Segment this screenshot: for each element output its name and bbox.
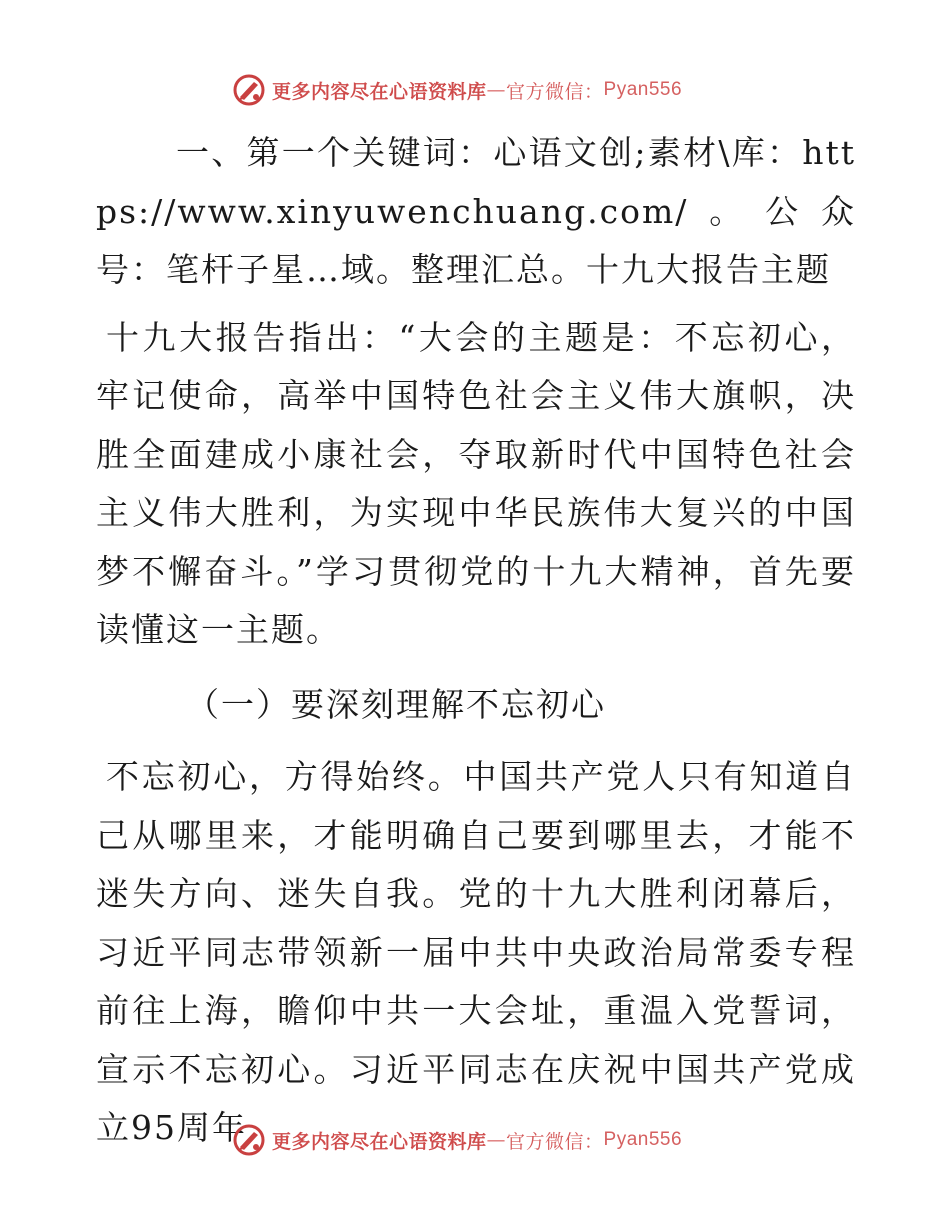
footer-watermark-banner	[232, 1120, 682, 1160]
banner-separator: —	[486, 1129, 507, 1151]
paragraph-theme: 十九大报告指出：“大会的主题是：不忘初心，牢记使命，高举中国特色社会主义伟大旗帜，决胜全面建成小康社会，夺取新时代中国特色社会主义伟大胜利，为实现中华民族伟大复兴的中国梦不懈奋斗。”学习贯彻党的十九大精神，首先要读懂这一主题。	[96, 317, 856, 649]
paragraph-original-aspiration: 不忘初心，方得始终。中国共产党人只有知道自己从哪里来，才能明确自己要到哪里去，才能不迷失方向、迷失自我。党的十九大胜利闭幕后，习近平同志带领新一届中共中央政治局常委专程前往上海，瞻仰中共一大会址，重温入党誓词，宣示不忘初心。习近平同志在庆祝中国共产党成立95周年	[96, 757, 856, 1147]
banner-wechat-id: Pyan556	[603, 1129, 683, 1150]
banner-wechat-id: Pyan556	[603, 79, 683, 100]
banner-main-text: 更多内容尽在心语资料库	[272, 1130, 487, 1153]
banner-wechat-label: 官方微信：	[506, 80, 604, 103]
document-body	[96, 124, 856, 1158]
banner-main-text: 更多内容尽在心语资料库	[272, 80, 487, 103]
subsection-heading: （一）要深刻理解不忘初心	[186, 684, 606, 724]
header-watermark-banner	[232, 70, 682, 110]
brush-seal-icon	[232, 73, 266, 107]
banner-separator: —	[486, 79, 507, 101]
section-heading: 一、第一个关键词：心语文创;素材\库：https://www.xinyuwenchuang.com/。公众号：笔杆子星…域。整理汇总。十九大报告主题	[96, 133, 856, 289]
brush-seal-icon	[232, 1123, 266, 1157]
banner-wechat-label: 官方微信：	[506, 1130, 604, 1153]
